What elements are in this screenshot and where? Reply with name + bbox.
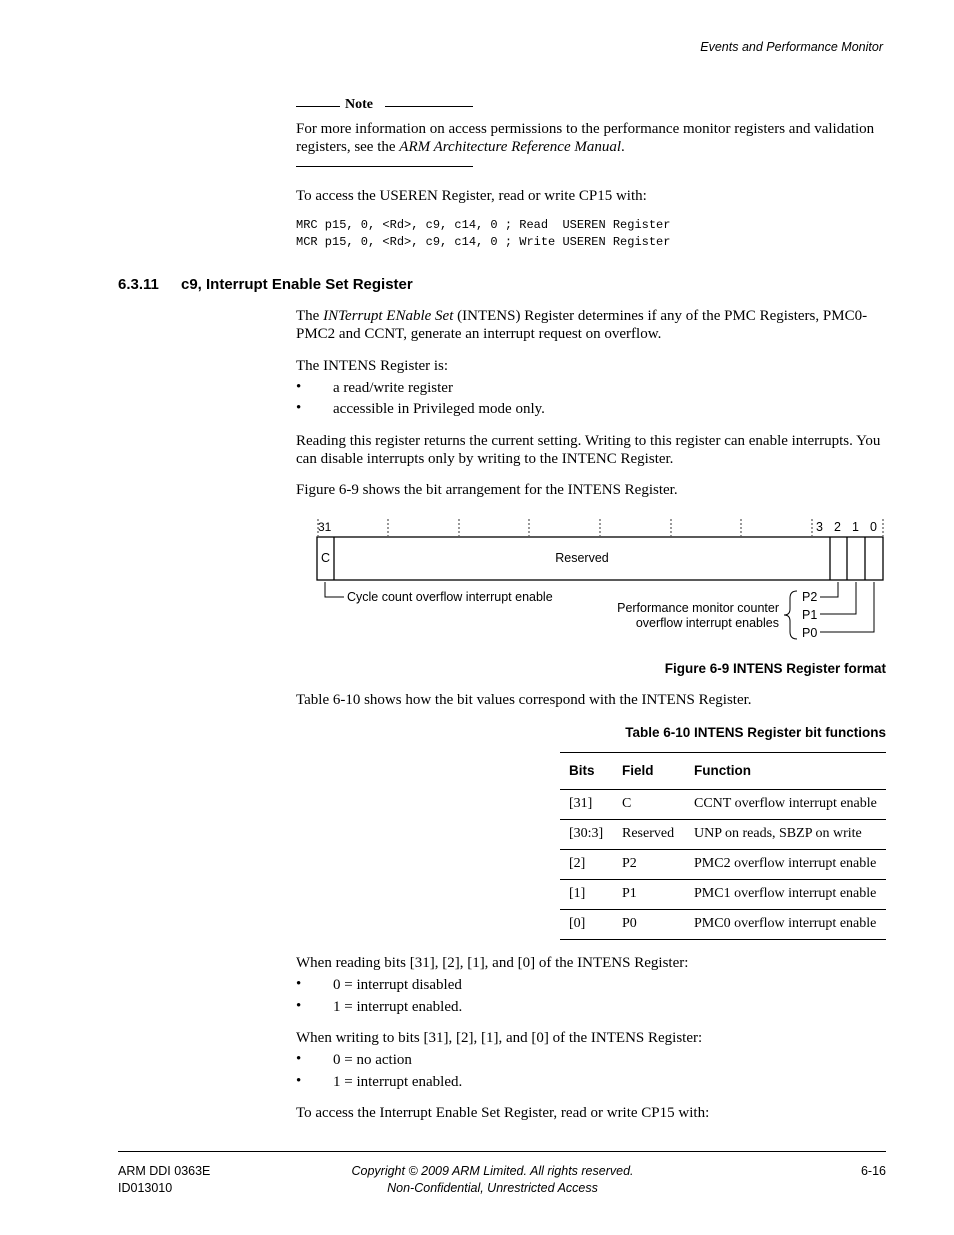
column-header-bits: Bits xyxy=(569,763,595,779)
reading-bits-bullet-1: 0 = interrupt disabled xyxy=(333,977,462,993)
cell-function: PMC1 overflow interrupt enable xyxy=(685,879,886,909)
intro-text-start: The xyxy=(296,308,324,324)
cell-bits: [1] xyxy=(560,879,613,909)
label-p1: P1 xyxy=(802,608,818,622)
bit-functions-table xyxy=(560,753,886,939)
figure-caption: Figure 6-9 INTENS Register format xyxy=(664,661,886,676)
intens-register-diagram xyxy=(300,512,900,652)
bullet-dot: • xyxy=(296,1073,302,1089)
bit-3-label: 3 xyxy=(816,520,823,534)
intro-register-name: INTerrupt ENable Set xyxy=(323,308,454,324)
table-row xyxy=(560,849,886,879)
field-reserved-label: Reserved xyxy=(555,551,609,565)
reading-bits-lead: When reading bits [31], [2], [1], and [0] of the INTENS Register: xyxy=(296,955,689,971)
bullet-dot: • xyxy=(296,998,302,1014)
note-text xyxy=(296,120,888,156)
column-header-field: Field xyxy=(622,763,654,779)
cell-field: P2 xyxy=(613,849,685,879)
cell-function: PMC2 overflow interrupt enable xyxy=(685,849,886,879)
footer-confidentiality: Non-Confidential, Unrestricted Access xyxy=(387,1181,598,1195)
writing-bits-bullet-2: 1 = interrupt enabled. xyxy=(333,1074,463,1090)
bit-1-label: 1 xyxy=(852,520,859,534)
useren-access-intro: To access the USEREN Register, read or write CP15 with: xyxy=(296,188,647,204)
footer-page-number: 6-16 xyxy=(860,1164,886,1178)
figure-reference: Figure 6-9 shows the bit arrangement for the INTENS Register. xyxy=(296,482,678,498)
intro-paragraph xyxy=(296,307,871,343)
reading-paragraph: Reading this register returns the current setting. Writing to this register can enable interrupts. You can disable interrupts only by writing to the INTENC Register. xyxy=(296,433,881,467)
note-text-end: . xyxy=(621,139,625,155)
footer-copyright: Copyright © 2009 ARM Limited. All rights reserved. xyxy=(351,1164,634,1178)
bullet-dot: • xyxy=(296,379,302,395)
useren-code-line-2: MCR p15, 0, <Rd>, c9, c14, 0 ; Write USEREN Register xyxy=(296,235,671,249)
note-rule-right xyxy=(385,106,473,107)
table-reference: Table 6-10 shows how the bit values correspond with the INTENS Register. xyxy=(296,692,752,708)
register-is-bullet-1: a read/write register xyxy=(333,380,453,396)
register-is-bullet-2: accessible in Privileged mode only. xyxy=(333,401,545,417)
bullet-dot: • xyxy=(296,976,302,992)
table-caption: Table 6-10 INTENS Register bit functions xyxy=(625,725,886,740)
footer-rule xyxy=(118,1151,886,1152)
bit-0-label: 0 xyxy=(870,520,877,534)
bit-functions-table-wrapper xyxy=(560,752,886,940)
footer-doc-id: ARM DDI 0363E xyxy=(118,1164,211,1178)
callout-brace xyxy=(784,591,797,639)
bullet-dot: • xyxy=(296,400,302,416)
cell-field: P1 xyxy=(613,879,685,909)
footer-issue-id: ID013010 xyxy=(118,1181,173,1195)
label-p0: P0 xyxy=(802,626,818,640)
cell-function: UNP on reads, SBZP on write xyxy=(685,819,886,849)
bit-31-label: 31 xyxy=(318,520,332,534)
intro-text-end: (INTENS) Register determines if any of the PMC Registers, PMC0-PMC2 and CCNT, generate an interrupt request on overflow. xyxy=(296,308,868,342)
column-header-function: Function xyxy=(694,763,751,779)
register-is-lead: The INTENS Register is: xyxy=(296,358,449,374)
note-reference-title: ARM Architecture Reference Manual xyxy=(399,139,622,155)
leader-p0 xyxy=(820,582,874,632)
leader-p2 xyxy=(820,582,838,597)
cell-bits: [30:3] xyxy=(560,819,613,849)
table-row xyxy=(560,789,886,819)
cell-field: C xyxy=(613,789,685,819)
cell-field: P0 xyxy=(613,909,685,939)
callout-pmc-line-1: Performance monitor counter xyxy=(617,601,779,615)
cell-function: PMC0 overflow interrupt enable xyxy=(685,909,886,939)
note-label: Note xyxy=(345,97,373,112)
table-row xyxy=(560,879,886,909)
useren-code-line-1: MRC p15, 0, <Rd>, c9, c14, 0 ; Read USEREN Register xyxy=(296,218,671,232)
note-text-start: For more information on access permissions to the performance monitor registers and validation registers, see the xyxy=(296,121,875,155)
cell-bits: [0] xyxy=(560,909,613,939)
field-c-label: C xyxy=(321,551,331,565)
reading-bits-bullet-2: 1 = interrupt enabled. xyxy=(333,999,463,1015)
section-number: 6.3.11 xyxy=(118,276,159,293)
cell-bits: [31] xyxy=(560,789,613,819)
note-rule-bottom xyxy=(296,166,473,167)
writing-bits-lead: When writing to bits [31], [2], [1], and [0] of the INTENS Register: xyxy=(296,1030,703,1046)
cell-bits: [2] xyxy=(560,849,613,879)
table-row xyxy=(560,909,886,939)
bullet-dot: • xyxy=(296,1051,302,1067)
table-header-row xyxy=(560,753,886,789)
table-row xyxy=(560,819,886,849)
callout-cycle-count: Cycle count overflow interrupt enable xyxy=(347,590,553,604)
callout-c-leader xyxy=(325,582,344,597)
note-rule-left xyxy=(296,106,340,107)
running-header: Events and Performance Monitor xyxy=(700,40,883,54)
intens-access-intro: To access the Interrupt Enable Set Register, read or write CP15 with: xyxy=(296,1105,710,1121)
cell-field: Reserved xyxy=(613,819,685,849)
section-title: c9, Interrupt Enable Set Register xyxy=(181,276,413,293)
cell-function: CCNT overflow interrupt enable xyxy=(685,789,886,819)
callout-pmc-line-2: overflow interrupt enables xyxy=(635,616,779,630)
writing-bits-bullet-1: 0 = no action xyxy=(333,1052,412,1068)
bit-2-label: 2 xyxy=(834,520,841,534)
label-p2: P2 xyxy=(802,590,818,604)
